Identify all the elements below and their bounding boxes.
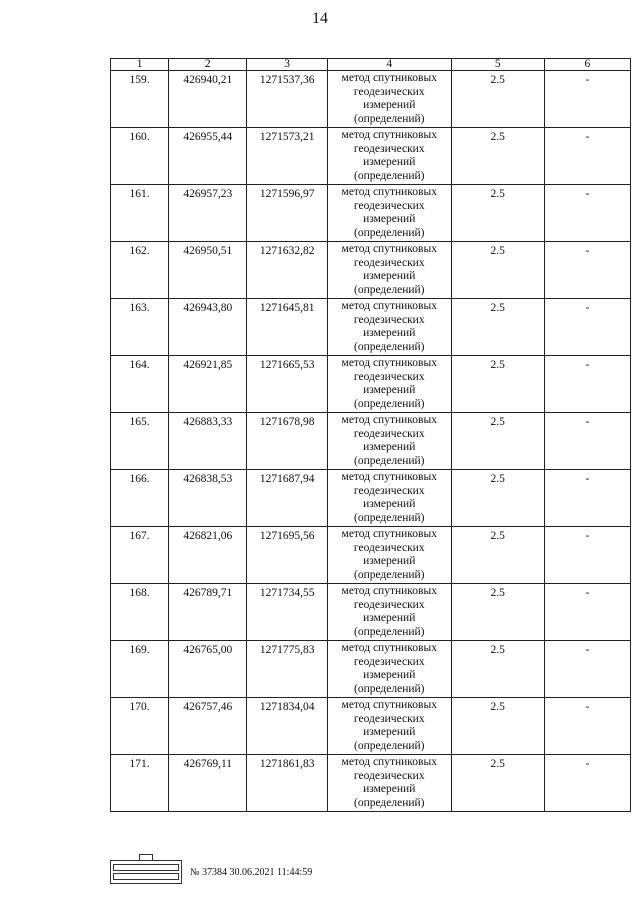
- accuracy-value-cell: [451, 71, 544, 128]
- coordinate-x-cell: [169, 641, 247, 698]
- table-row: [111, 584, 631, 641]
- point-number-cell: [111, 71, 169, 128]
- method-description: метод спутниковых геодезических измерений (определений): [341, 129, 437, 182]
- accuracy-value-cell: [451, 641, 544, 698]
- point-number: 159.: [129, 74, 150, 86]
- note-value: -: [585, 701, 590, 713]
- coordinate-y-cell: [247, 413, 327, 470]
- page-number: 14: [312, 10, 328, 27]
- coordinate-x-cell: [169, 698, 247, 755]
- coordinate-y: 1271665,53: [259, 359, 315, 371]
- method-description: метод спутниковых геодезических измерений (определений): [341, 756, 437, 809]
- coordinate-y: 1271645,81: [259, 302, 315, 314]
- accuracy-value-cell: [451, 584, 544, 641]
- method-description: метод спутниковых геодезических измерений (определений): [341, 300, 437, 353]
- coordinate-x-cell: [169, 584, 247, 641]
- point-number: 166.: [129, 473, 150, 485]
- coordinates-table: [110, 58, 631, 812]
- coordinate-y: 1271775,83: [259, 644, 315, 656]
- point-number: 169.: [129, 644, 150, 656]
- note-value: -: [585, 758, 590, 770]
- table-row: [111, 356, 631, 413]
- column-header-3: 3: [247, 59, 327, 71]
- coordinate-x-cell: [169, 71, 247, 128]
- accuracy-value: 2.5: [490, 74, 505, 86]
- coordinate-x: 426943,80: [183, 302, 233, 314]
- accuracy-value: 2.5: [490, 302, 505, 314]
- note-value: -: [585, 188, 590, 200]
- column-header-6: 6: [544, 59, 630, 71]
- note-value: -: [585, 131, 590, 143]
- note-value: -: [585, 74, 590, 86]
- point-number-cell: [111, 698, 169, 755]
- point-number: 162.: [129, 245, 150, 257]
- coordinate-y: 1271537,36: [259, 74, 315, 86]
- method-description: метод спутниковых геодезических измерений (определений): [341, 357, 437, 410]
- table-row: [111, 527, 631, 584]
- point-number: 170.: [129, 701, 150, 713]
- method-description-cell: [327, 584, 451, 641]
- method-description: метод спутниковых геодезических измерений (определений): [341, 471, 437, 524]
- point-number-cell: [111, 413, 169, 470]
- method-description: метод спутниковых геодезических измерений (определений): [341, 528, 437, 581]
- coordinate-x: 426765,00: [183, 644, 233, 656]
- column-header-1: 1: [111, 59, 169, 71]
- coordinate-x: 426940,21: [183, 74, 233, 86]
- method-description-cell: [327, 71, 451, 128]
- note-value-cell: [544, 128, 630, 185]
- coordinate-y: 1271734,55: [259, 587, 315, 599]
- accuracy-value: 2.5: [490, 473, 505, 485]
- building-seal-icon: [110, 860, 182, 884]
- coordinate-y-cell: [247, 242, 327, 299]
- accuracy-value: 2.5: [490, 131, 505, 143]
- coordinate-y: 1271834,04: [259, 701, 315, 713]
- point-number: 171.: [129, 758, 150, 770]
- method-description-cell: [327, 128, 451, 185]
- note-value-cell: [544, 755, 630, 812]
- accuracy-value: 2.5: [490, 416, 505, 428]
- method-description-cell: [327, 698, 451, 755]
- accuracy-value-cell: [451, 470, 544, 527]
- note-value: -: [585, 359, 590, 371]
- table-row: [111, 128, 631, 185]
- coordinate-y-cell: [247, 299, 327, 356]
- coordinate-y: 1271695,56: [259, 530, 315, 542]
- coordinate-x: 426838,53: [183, 473, 233, 485]
- point-number-cell: [111, 299, 169, 356]
- method-description-cell: [327, 356, 451, 413]
- accuracy-value: 2.5: [490, 758, 505, 770]
- coordinate-x-cell: [169, 128, 247, 185]
- coordinate-x-cell: [169, 185, 247, 242]
- coordinate-y: 1271632,82: [259, 245, 315, 257]
- coordinate-y-cell: [247, 641, 327, 698]
- accuracy-value: 2.5: [490, 359, 505, 371]
- note-value: -: [585, 644, 590, 656]
- point-number-cell: [111, 527, 169, 584]
- table-row: [111, 299, 631, 356]
- method-description: метод спутниковых геодезических измерений (определений): [341, 243, 437, 296]
- accuracy-value-cell: [451, 698, 544, 755]
- note-value-cell: [544, 356, 630, 413]
- point-number: 160.: [129, 131, 150, 143]
- method-description: метод спутниковых геодезических измерений (определений): [341, 186, 437, 239]
- point-number-cell: [111, 185, 169, 242]
- accuracy-value: 2.5: [490, 530, 505, 542]
- table-row: [111, 641, 631, 698]
- coordinate-x: 426957,23: [183, 188, 233, 200]
- coordinate-y: 1271861,83: [259, 758, 315, 770]
- method-description: метод спутниковых геодезических измерений (определений): [341, 642, 437, 695]
- coordinate-x-cell: [169, 356, 247, 413]
- accuracy-value-cell: [451, 128, 544, 185]
- coordinate-x-cell: [169, 242, 247, 299]
- coordinate-x: 426821,06: [183, 530, 233, 542]
- point-number-cell: [111, 242, 169, 299]
- accuracy-value-cell: [451, 527, 544, 584]
- point-number: 161.: [129, 188, 150, 200]
- note-value: -: [585, 530, 590, 542]
- registration-stamp: [110, 860, 312, 884]
- coordinate-y-cell: [247, 71, 327, 128]
- point-number: 167.: [129, 530, 150, 542]
- coordinate-x: 426883,33: [183, 416, 233, 428]
- note-value-cell: [544, 413, 630, 470]
- note-value-cell: [544, 584, 630, 641]
- method-description-cell: [327, 299, 451, 356]
- coordinate-x: 426789,71: [183, 587, 233, 599]
- accuracy-value-cell: [451, 356, 544, 413]
- coordinate-y-cell: [247, 470, 327, 527]
- method-description-cell: [327, 242, 451, 299]
- note-value-cell: [544, 470, 630, 527]
- coordinate-y-cell: [247, 755, 327, 812]
- point-number: 165.: [129, 416, 150, 428]
- method-description: метод спутниковых геодезических измерений (определений): [341, 585, 437, 638]
- coordinate-y: 1271687,94: [259, 473, 315, 485]
- note-value-cell: [544, 641, 630, 698]
- note-value-cell: [544, 242, 630, 299]
- column-header-4: 4: [327, 59, 451, 71]
- registration-number: № 37384 30.06.2021 11:44:59: [190, 866, 313, 878]
- coordinate-y-cell: [247, 527, 327, 584]
- table-body: [111, 71, 631, 812]
- coordinate-y-cell: [247, 185, 327, 242]
- accuracy-value-cell: [451, 413, 544, 470]
- point-number-cell: [111, 584, 169, 641]
- note-value-cell: [544, 299, 630, 356]
- note-value-cell: [544, 527, 630, 584]
- point-number: 163.: [129, 302, 150, 314]
- accuracy-value-cell: [451, 242, 544, 299]
- coordinate-y-cell: [247, 584, 327, 641]
- coordinate-y-cell: [247, 128, 327, 185]
- point-number: 168.: [129, 587, 150, 599]
- note-value: -: [585, 302, 590, 314]
- coordinate-y-cell: [247, 698, 327, 755]
- method-description-cell: [327, 641, 451, 698]
- coordinate-y: 1271573,21: [259, 131, 315, 143]
- coordinate-y: 1271596,97: [259, 188, 315, 200]
- accuracy-value: 2.5: [490, 587, 505, 599]
- table-row: [111, 755, 631, 812]
- accuracy-value-cell: [451, 185, 544, 242]
- point-number: 164.: [129, 359, 150, 371]
- method-description-cell: [327, 185, 451, 242]
- method-description-cell: [327, 470, 451, 527]
- note-value-cell: [544, 698, 630, 755]
- coordinate-x-cell: [169, 299, 247, 356]
- method-description-cell: [327, 413, 451, 470]
- accuracy-value: 2.5: [490, 245, 505, 257]
- coordinate-x-cell: [169, 470, 247, 527]
- accuracy-value: 2.5: [490, 188, 505, 200]
- table-row: [111, 413, 631, 470]
- note-value: -: [585, 416, 590, 428]
- coordinate-y: 1271678,98: [259, 416, 315, 428]
- method-description: метод спутниковых геодезических измерений (определений): [341, 699, 437, 752]
- coordinate-x: 426757,46: [183, 701, 233, 713]
- accuracy-value-cell: [451, 299, 544, 356]
- note-value-cell: [544, 185, 630, 242]
- point-number-cell: [111, 641, 169, 698]
- point-number-cell: [111, 470, 169, 527]
- table-header-row: [111, 59, 631, 71]
- accuracy-value: 2.5: [490, 644, 505, 656]
- column-header-5: 5: [451, 59, 544, 71]
- column-header-2: 2: [169, 59, 247, 71]
- note-value: -: [585, 587, 590, 599]
- accuracy-value-cell: [451, 755, 544, 812]
- method-description: метод спутниковых геодезических измерений (определений): [341, 414, 437, 467]
- coordinate-y-cell: [247, 356, 327, 413]
- table-row: [111, 242, 631, 299]
- point-number-cell: [111, 356, 169, 413]
- point-number-cell: [111, 755, 169, 812]
- coordinate-x: 426955,44: [183, 131, 233, 143]
- table-row: [111, 185, 631, 242]
- method-description: метод спутниковых геодезических измерений (определений): [341, 72, 437, 125]
- coordinate-x: 426769,11: [183, 758, 233, 770]
- coordinate-x-cell: [169, 527, 247, 584]
- coordinate-x: 426950,51: [183, 245, 233, 257]
- table-row: [111, 71, 631, 128]
- coordinate-x-cell: [169, 755, 247, 812]
- note-value: -: [585, 473, 590, 485]
- table-row: [111, 698, 631, 755]
- accuracy-value: 2.5: [490, 701, 505, 713]
- method-description-cell: [327, 527, 451, 584]
- table-row: [111, 470, 631, 527]
- note-value-cell: [544, 71, 630, 128]
- point-number-cell: [111, 128, 169, 185]
- note-value: -: [585, 245, 590, 257]
- coordinate-x-cell: [169, 413, 247, 470]
- method-description-cell: [327, 755, 451, 812]
- coordinate-x: 426921,85: [183, 359, 233, 371]
